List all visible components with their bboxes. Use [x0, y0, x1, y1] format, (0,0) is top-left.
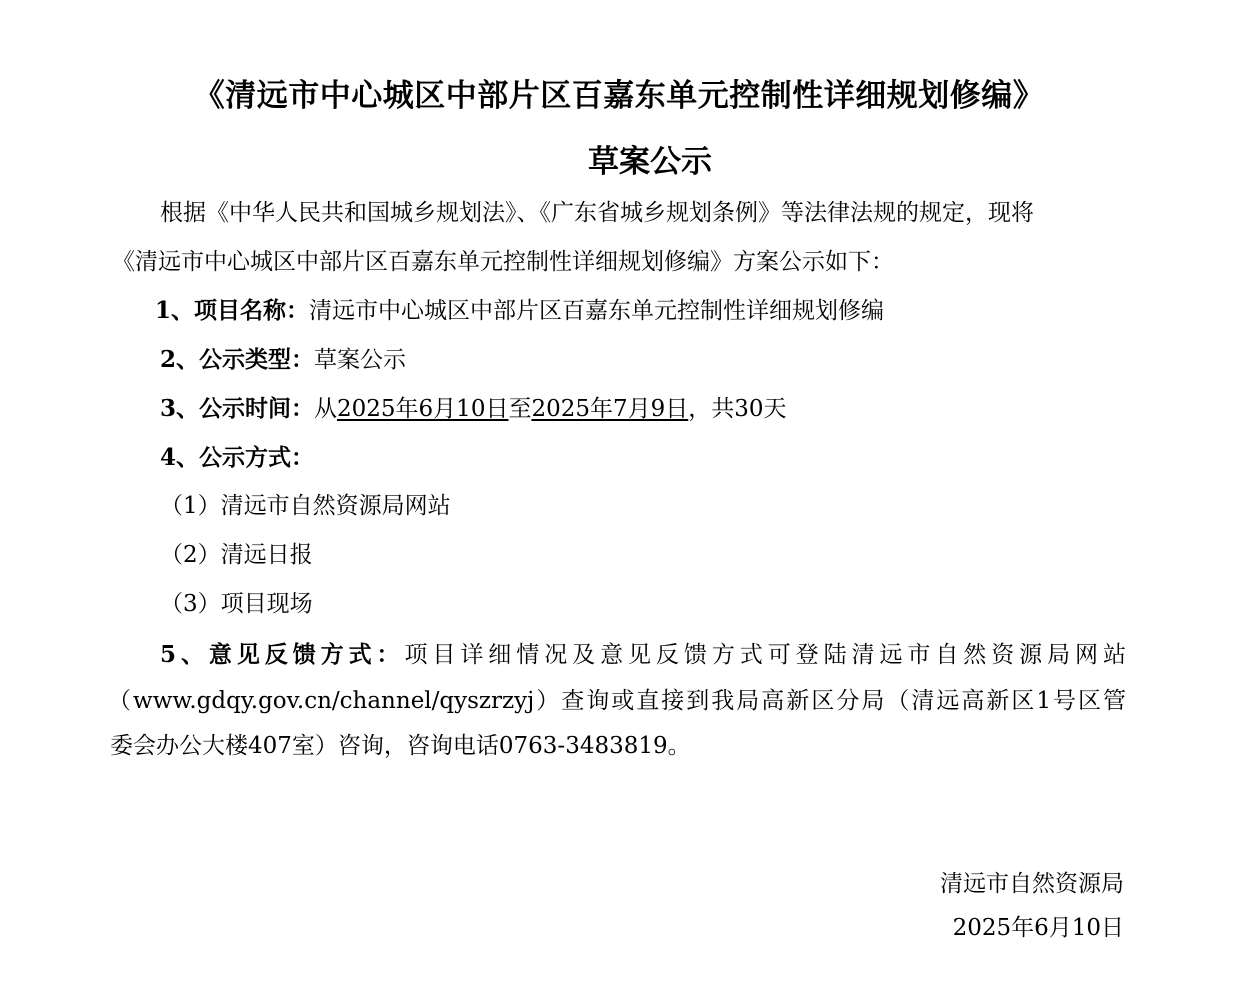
item-project-name	[155, 296, 884, 326]
period-from-word: 从	[314, 396, 338, 422]
item-notice-type-label: 2、公示类型：	[160, 346, 315, 373]
item-project-name-label: 1、项目名称：	[155, 297, 310, 324]
item-notice-type-value: 草案公示	[314, 347, 407, 373]
period-duration: ，共30天	[688, 396, 787, 422]
method-item: （3）项目现场	[160, 591, 313, 617]
notice-subtitle: 草案公示	[588, 144, 712, 180]
item-project-name-value: 清远市中心城区中部片区百嘉东单元控制性详细规划修编	[309, 298, 885, 324]
item-notice-methods-label: 4、公示方式：	[160, 444, 315, 471]
method-item: （1）清远市自然资源局网站	[160, 493, 451, 519]
item-feedback-line-2: （www.gdqy.gov.cn/channel/qyszrzyj）查询或直接到我局高新区分局（清远高新区1号区管	[108, 688, 1126, 714]
period-start-date: 2025年6月10日	[337, 396, 509, 422]
notice-title: 《清远市中心城区中部片区百嘉东单元控制性详细规划修编》	[193, 78, 1045, 114]
period-end-date: 2025年7月9日	[531, 396, 689, 422]
period-to-word: 至	[508, 396, 532, 422]
item-feedback-label: 5、意见反馈方式：	[160, 641, 405, 668]
item-notice-type	[160, 345, 406, 375]
item-feedback-text-1: 项目详细情况及意见反馈方式可登陆清远市自然资源局网站	[404, 642, 1127, 668]
item-feedback-line-3: 委会办公大楼407室）咨询，咨询电话0763-3483819。	[110, 733, 691, 759]
intro-line-2: 《清远市中心城区中部片区百嘉东单元控制性详细规划修编》方案公示如下：	[112, 249, 894, 275]
intro-line-1: 根据《中华人民共和国城乡规划法》、《广东省城乡规划条例》等法律法规的规定，现将	[160, 200, 1034, 226]
item-feedback-line-1	[160, 640, 1126, 670]
method-item: （2）清远日报	[160, 542, 313, 568]
signature-date: 2025年6月10日	[952, 915, 1124, 941]
item-notice-methods	[160, 443, 314, 473]
signature-org: 清远市自然资源局	[940, 871, 1124, 897]
item-notice-period	[160, 394, 787, 424]
item-notice-period-label: 3、公示时间：	[160, 395, 315, 422]
